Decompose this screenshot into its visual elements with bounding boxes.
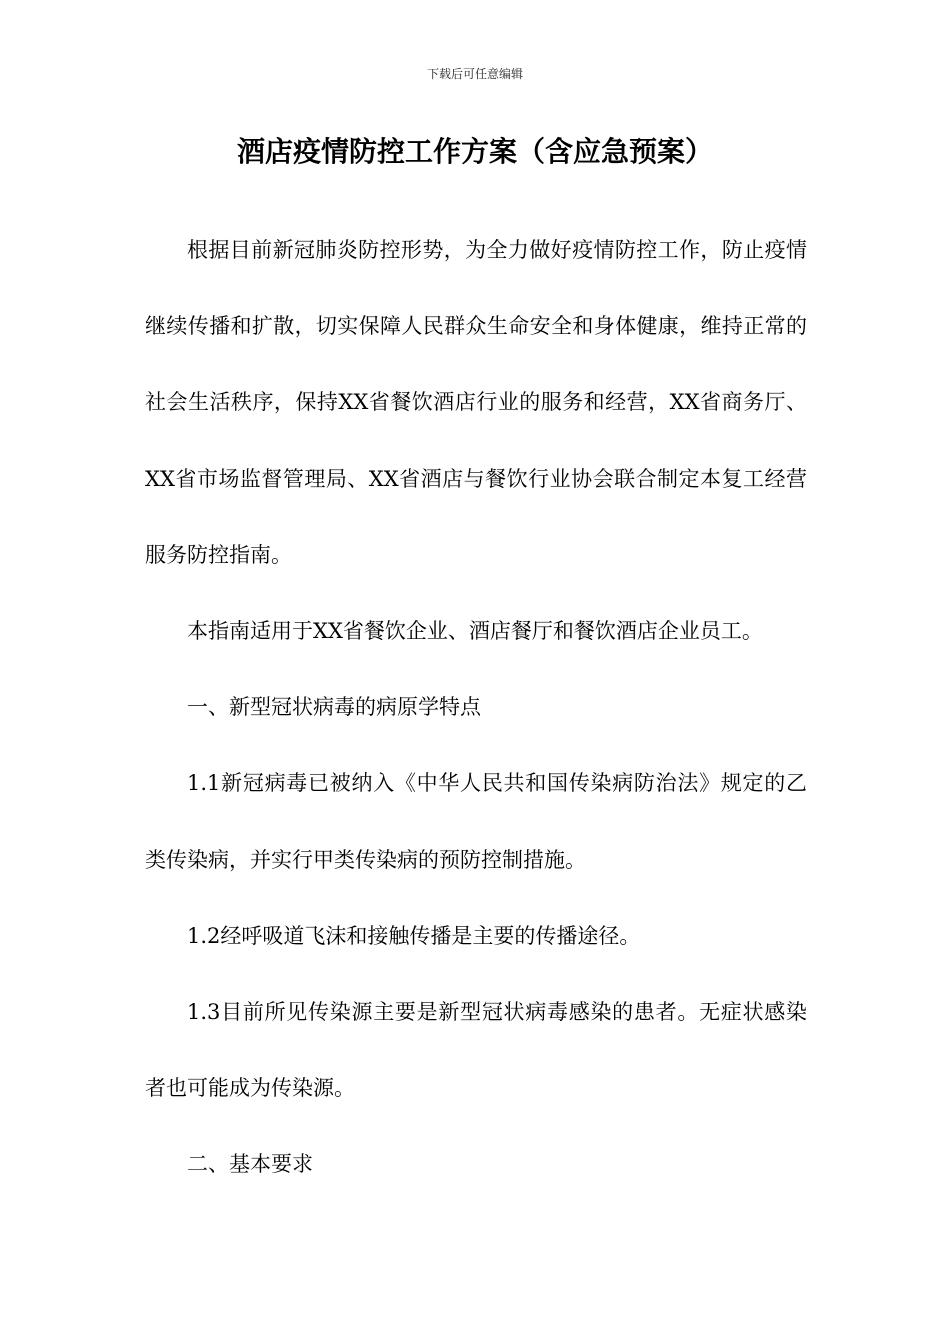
paragraph-1-3: 1.3目前所见传染源主要是新型冠状病毒感染的患者。无症状感染者也可能成为传染源。 [145,1000,807,1101]
paragraph-1-2: 1.2经呼吸道飞沫和接触传播是主要的传播途径。 [187,923,641,948]
section-heading-2: 二、基本要求 [187,1152,313,1177]
document-body [145,212,807,1203]
paragraph-intro: 根据目前新冠肺炎防控形势，为全力做好疫情防控工作，防止疫情继续传播和扩散，切实保障人民群众生命安全和身体健康，维持正常的社会生活秩序，保持XX省餐饮酒店行业的服务和经营，XX省商务厅、XX省市场监督管理局、XX省酒店与餐饮行业协会联合制定本复工经营服务防控指南。 [145,238,807,567]
paragraph-1-1: 1.1新冠病毒已被纳入《中华人民共和国传染病防治法》规定的乙类传染病，并实行甲类传染病的预防控制措施。 [145,771,807,872]
header-note: 下载后可任意编辑 [426,67,523,81]
paragraph-scope: 本指南适用于XX省餐饮企业、酒店餐厅和餐饮酒店企业员工。 [187,619,763,644]
document-title: 酒店疫情防控工作方案（含应急预案） [236,135,713,168]
section-heading-1: 一、新型冠状病毒的病原学特点 [187,695,481,720]
